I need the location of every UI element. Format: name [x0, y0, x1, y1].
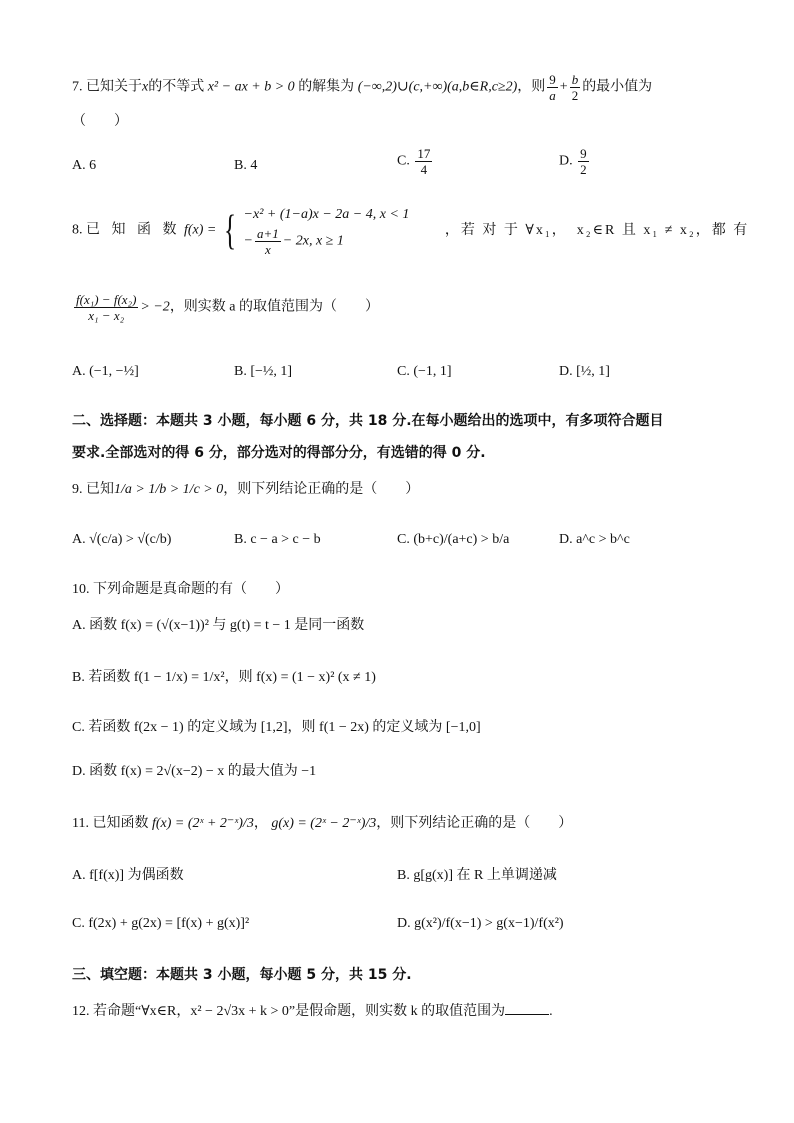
q11-option-d[interactable]: D. g(x²)/f(x−1) > g(x−1)/f(x²)	[397, 916, 564, 931]
section2-header-line1: 二、选择题：本题共 3 小题，每小题 6 分，共 18 分.在每小题给出的选项中，有多项符合题目	[72, 413, 664, 429]
q10-stem-text: 下列命题是真命题的有（ ）	[93, 582, 289, 597]
q8-stem	[72, 204, 749, 257]
q7-frac1-den: a	[549, 88, 556, 103]
q7-frac2-num: b	[571, 72, 579, 87]
q8-condition: ，若 对 于 ∀x₁， x₂∈R 且 x₁ ≠ x₂，都 有	[444, 222, 750, 238]
section2-header-line2: 要求.全部选对的得 6 分，部分选对的得部分分，有选错的得 0 分.	[72, 445, 486, 461]
q9-stem	[72, 478, 419, 498]
q9-number: 9.	[72, 482, 83, 497]
q9-condition: 1/a > 1/b > 1/c > 0	[114, 482, 224, 497]
q8-number: 8.	[72, 222, 83, 238]
q8-tail: ，则实数 a 的取值范围为（ ）	[169, 299, 380, 315]
q8-option-c[interactable]: C. (−1, 1]	[397, 364, 452, 379]
q7-option-c-den: 4	[420, 162, 428, 177]
q7-stem	[72, 72, 652, 103]
q7-option-d-num: 9	[580, 146, 587, 161]
q7-frac1-num: 9	[549, 72, 556, 87]
q9-text1: 已知	[86, 482, 114, 497]
q11-option-b[interactable]: B. g[g(x)] 在 R 上单调递减	[397, 868, 557, 883]
q9-option-a[interactable]: A. √(c/a) > √(c/b)	[72, 532, 172, 547]
q7-option-c-num: 17	[417, 146, 431, 161]
q8-ratio	[74, 292, 138, 323]
q12-end: .	[549, 1004, 553, 1019]
q7-option-d-label: D.	[559, 153, 573, 169]
q11-option-a[interactable]: A. f[f(x)] 为偶函数	[72, 868, 184, 883]
q7-number: 7.	[72, 79, 83, 95]
q7-option-c-label: C.	[397, 153, 410, 169]
q7-text3: 的解集为	[298, 79, 355, 95]
q8-ratio-rest: > −2	[140, 299, 170, 315]
q12-number: 12.	[72, 1004, 90, 1019]
q11-f-definition: f(x) = (2ˣ + 2⁻ˣ)/3	[151, 816, 254, 831]
q9-option-c[interactable]: C. (b+c)/(a+c) > b/a	[397, 532, 510, 547]
q7-inequality: x² − ax + b > 0	[207, 79, 295, 95]
q7-option-d-den: 2	[580, 162, 587, 177]
q8-fx: f(x) =	[184, 222, 217, 238]
q7-option-a[interactable]: A. 6	[72, 158, 97, 173]
q12-stem	[72, 1000, 553, 1020]
q9-tail: ，则下列结论正确的是（ ）	[223, 482, 420, 497]
q11-stem: 11. 已知函数 f(x) = (2ˣ + 2⁻ˣ)/3， g(x) = (2ˣ − 2⁻ˣ)/3，则下列结论正确的是（ ）	[72, 816, 573, 831]
q11-option-c[interactable]: C. f(2x) + g(2x) = [f(x) + g(x)]²	[72, 916, 250, 931]
q8-case2: − $\frac{a+1}{x}$ − 2x, x ≥ 1	[243, 226, 344, 257]
q10-number: 10.	[72, 582, 90, 597]
q7-option-b[interactable]: B. 4	[234, 158, 258, 173]
q10-option-c[interactable]: C. 若函数 f(2x − 1) 的定义域为 [1,2]，则 f(1 − 2x) 的定义域为 [−1,0]	[72, 720, 481, 735]
q8-case1: −x² + (1−a)x − 2a − 4, x < 1	[243, 207, 410, 222]
q7-x: x	[142, 79, 149, 95]
q7-text1: 已知关于	[86, 79, 142, 95]
q11-text1: 已知函数	[92, 816, 149, 831]
q10-option-d[interactable]: D. 函数 f(x) = 2√(x−2) − x 的最大值为 −1	[72, 764, 317, 779]
q7-option-c[interactable]	[397, 146, 434, 177]
q7-option-d[interactable]	[559, 146, 591, 177]
q9-option-d[interactable]: D. a^c > b^c	[559, 532, 630, 547]
q8-option-b[interactable]: B. [−½, 1]	[234, 364, 293, 379]
q7-paren: （ ）	[72, 114, 128, 129]
q8-ratio-den: x₁ − x₂	[88, 308, 125, 323]
q8-ratio-line	[72, 292, 379, 323]
q12-answer-blank[interactable]	[505, 1002, 549, 1015]
q8-option-d[interactable]: D. [½, 1]	[559, 364, 610, 379]
q7-frac1	[547, 72, 558, 103]
q8-case2-rest: − 2x, x ≥ 1	[282, 233, 344, 249]
q8-piecewise	[244, 204, 410, 257]
q10-option-b[interactable]: B. 若函数 f(1 − 1/x) = 1/x²，则 f(x) = (1 − x)² (x ≠ 1)	[72, 670, 376, 685]
q7-text4: ，则	[517, 79, 546, 95]
q8-intro: 已 知 函 数	[86, 222, 181, 238]
q7-text2: 的不等式	[148, 79, 205, 95]
q8-ratio-num: f(x₁) − f(x₂)	[76, 292, 137, 307]
q7-frac2	[570, 72, 581, 103]
q9-option-b[interactable]: B. c − a > c − b	[234, 532, 321, 547]
q7-frac2-den: 2	[571, 88, 579, 103]
q8-case2-num: a+1	[257, 226, 279, 241]
q12-text: 若命题“∀x∈R，x² − 2√3x + k > 0”是假命题，则实数 k 的取值范围为	[93, 1004, 506, 1019]
q11-tail: ，则下列结论正确的是（ ）	[376, 816, 573, 831]
q8-brace: {	[223, 207, 237, 254]
q11-number: 11.	[72, 816, 89, 831]
q7-solution-set: (−∞,2)∪(c,+∞)(a,b∈R,c≥2)	[357, 79, 518, 95]
section3-header: 三、填空题：本题共 3 小题，每小题 5 分，共 15 分.	[72, 967, 412, 983]
q10-option-a[interactable]: A. 函数 f(x) = (√(x−1))² 与 g(t) = t − 1 是同一函数	[72, 618, 365, 633]
q10-stem	[72, 578, 289, 598]
q8-case2-den: x	[265, 242, 271, 257]
q7-text5: 的最小值为	[582, 79, 653, 95]
q7-plus: +	[559, 79, 568, 95]
q8-option-a[interactable]: A. (−1, −½]	[72, 364, 139, 379]
q11-g-definition: g(x) = (2ˣ − 2⁻ˣ)/3	[271, 816, 377, 831]
